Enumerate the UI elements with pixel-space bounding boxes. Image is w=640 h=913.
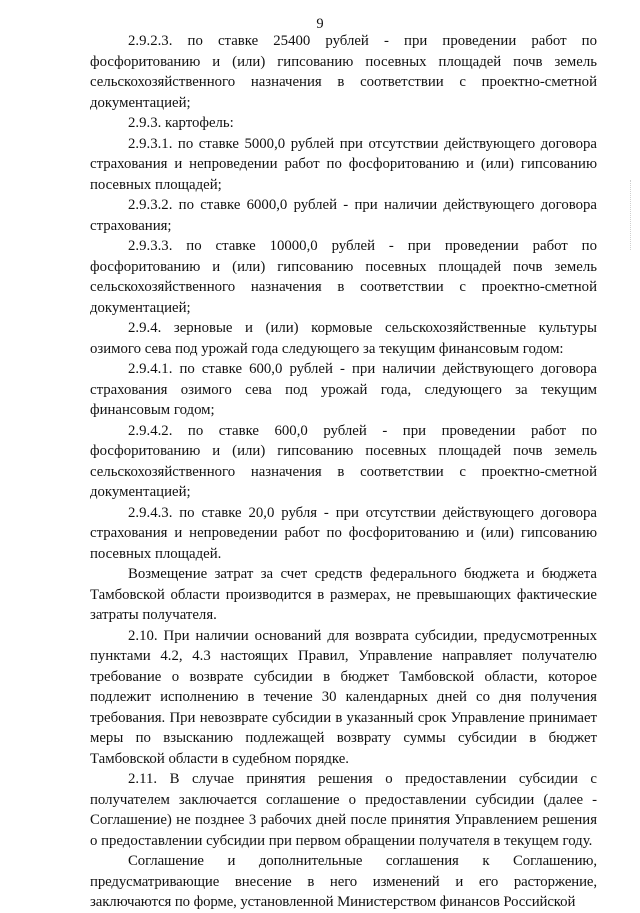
paragraph-agreement-form: Соглашение и дополнительные соглашения к Соглашению, предусматривающие внесение в него изменений и его расторжение, заключаются по форме, установленной Министерством финансов Российской bbox=[90, 853, 597, 910]
paragraph-2-9-3: 2.9.3. картофель: bbox=[128, 115, 234, 131]
paragraph-2-10: 2.10. При наличии оснований для возврата субсидии, предусмотренных пунктами 4.2, 4.3 настоящих Правил, Управление направляет получателю требование о возврате субсидии в бюджет Тамбовской области, которое подлежит исполнению в течение 30 календарных дней со дня получения требования. При невозврате субсидии в указанный срок Управление принимает меры по взысканию подлежащей возврату суммы субсидии в бюджет Тамбовской области в судебном порядке. bbox=[90, 627, 597, 767]
paragraph-2-9-4-3: 2.9.4.3. по ставке 20,0 рубля - при отсутствии действующего договора страхования и непроведении работ по фосфоритованию и (или) гипсованию посевных площадей. bbox=[90, 504, 597, 562]
page-number: 9 bbox=[316, 16, 324, 32]
paragraph-2-9-2-3: 2.9.2.3. по ставке 25400 рублей - при проведении работ по фосфоритованию и (или) гипсованию посевных площадей почв земель сельскохозяйственного назначения в соответствии с проектно-сметной документацией; bbox=[90, 33, 597, 111]
paragraph-2-9-3-3: 2.9.3.3. по ставке 10000,0 рублей - при проведении работ по фосфоритованию и (или) гипсованию посевных площадей почв земель сельскохозяйственного назначения в соответствии с проектно-сметной документацией; bbox=[90, 238, 597, 316]
paragraph-2-9-4: 2.9.4. зерновые и (или) кормовые сельскохозяйственные культуры озимого сева под урожай года следующего за текущим финансовым годом: bbox=[90, 320, 597, 357]
paragraph-2-11: 2.11. В случае принятия решения о предоставлении субсидии с получателем заключается соглашение о предоставлении субсидии (далее - Соглашение) не позднее 3 рабочих дней после принятия Управлением решения о предоставлении субсидии при первом обращении получателя в текущем году. bbox=[90, 771, 597, 849]
scan-margin-mark bbox=[630, 180, 633, 250]
paragraph-2-9-4-1: 2.9.4.1. по ставке 600,0 рублей - при наличии действующего договора страхования озимого сева под урожай года, следующего за текущим финансовым годом; bbox=[90, 361, 597, 418]
paragraph-2-9-3-1: 2.9.3.1. по ставке 5000,0 рублей при отсутствии действующего договора страхования и непроведении работ по фосфоритованию и (или) гипсованию посевных площадей; bbox=[90, 135, 597, 193]
paragraph-cost-reimbursement: Возмещение затрат за счет средств федерального бюджета и бюджета Тамбовской области производится в размерах, не превышающих фактические затраты получателя. bbox=[90, 566, 597, 623]
document-body bbox=[90, 31, 597, 913]
paragraph-2-9-4-2: 2.9.4.2. по ставке 600,0 рублей - при проведении работ по фосфоритованию и (или) гипсованию посевных площадей почв земель сельскохозяйственного назначения в соответствии с проектно-сметной документацией; bbox=[90, 422, 597, 500]
paragraph-2-9-3-2: 2.9.3.2. по ставке 6000,0 рублей - при наличии действующего договора страхования; bbox=[90, 197, 597, 234]
